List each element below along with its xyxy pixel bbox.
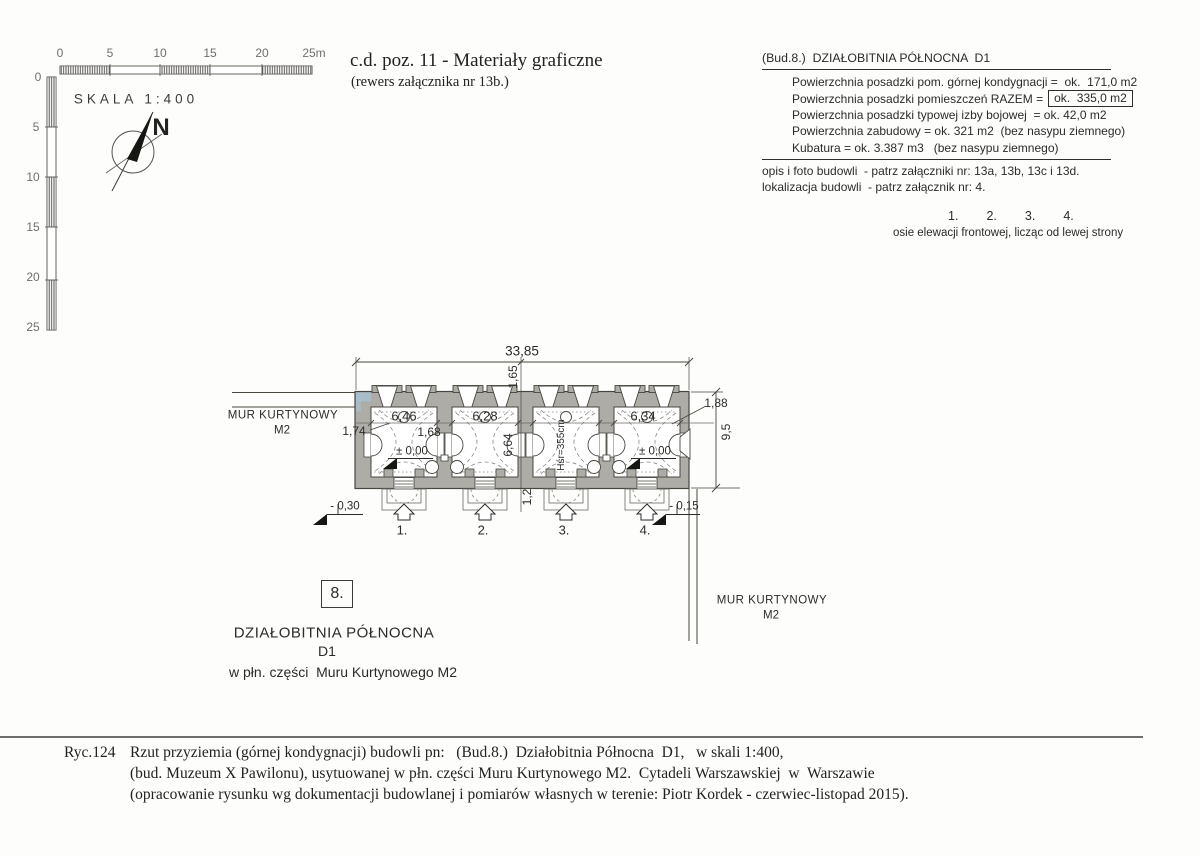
- info-row: Powierzchnia posadzki typowej izby bojowej = ok. 42,0 m2: [792, 108, 1107, 123]
- plan-axis-label: 4.: [639, 522, 651, 538]
- info-row: Kubatura = ok. 3.387 m3 (bez nasypu ziemnego): [792, 140, 1059, 155]
- info-row-label: Powierzchnia posadzki pomieszczeń RAZEM =: [792, 91, 1044, 106]
- dim-664: 6,64: [501, 433, 515, 457]
- curtain-wall-left: [232, 393, 355, 408]
- caption-figure-number: Ryc.124: [64, 744, 116, 761]
- dim-room1: 6,46: [391, 408, 417, 424]
- scale-tick: 15: [26, 220, 40, 234]
- page-title: c.d. poz. 11 - Materiały graficzne: [350, 50, 603, 71]
- room3-height: Hśr=355cm: [556, 419, 567, 471]
- info-box-header: (Bud.8.) DZIAŁOBITNIA PÓŁNOCNA D1: [762, 51, 1111, 70]
- info-note: lokalizacja budowli - patrz załącznik nr: 4.: [762, 180, 986, 195]
- caption-line1: Rzut przyziemia (górnej kondygnacji) budowli pn: (Bud.8.) Działobitnia Północna D1, w skali 1:400,: [130, 744, 784, 761]
- dim-room4: 6,34: [630, 408, 656, 424]
- scale-tick: 20: [26, 270, 40, 284]
- building-location: w płn. części Muru Kurtynowego M2: [229, 664, 457, 680]
- info-row: Powierzchnia zabudowy = ok. 321 m2 (bez nasypu ziemnego): [792, 124, 1126, 139]
- scale-tick: 10: [26, 170, 40, 184]
- scale-tick: 5: [106, 46, 114, 60]
- dim-188: 1,88: [704, 396, 728, 410]
- mur-right-label: MUR KURTYNOWY: [716, 594, 828, 607]
- dim-room2: 6,28: [472, 408, 498, 424]
- building-number: 8.: [330, 585, 344, 602]
- dim-168: 1,68: [417, 425, 441, 439]
- plan-axis-label: 3.: [558, 522, 570, 538]
- scale-tick: 0: [56, 46, 64, 60]
- page-subtitle: (rewers załącznika nr 13b.): [351, 74, 509, 90]
- axes-note-text: osie elewacji frontowej, licząc od lewej strony: [893, 227, 1124, 239]
- axis-number: 1.: [948, 209, 959, 223]
- building-code: D1: [318, 643, 336, 659]
- level-015: - 0,15: [669, 500, 699, 513]
- plan-axis-label: 1.: [396, 522, 408, 538]
- caption-line2: (bud. Muzeum X Pawilonu), usytuowanej w płn. części Muru Kurtynowego M2. Cytadeli Warszawskiej w Warszawie: [130, 765, 875, 782]
- plan-axis-label: 2.: [477, 522, 489, 538]
- dim-174: 1,74: [342, 424, 366, 438]
- dim-165: 1,65: [506, 365, 520, 389]
- dim-total-width: 33,85: [505, 343, 539, 359]
- building-number-box: [321, 580, 353, 608]
- dim-95: 9,5: [719, 423, 733, 441]
- axis-number: 4.: [1063, 209, 1074, 223]
- axis-arrows: [394, 504, 657, 520]
- mur-left-label: MUR KURTYNOWY: [227, 409, 339, 422]
- scale-bar-vertical: [45, 77, 58, 330]
- scale-tick: 15: [203, 46, 217, 60]
- info-box: [762, 51, 1138, 195]
- scale-tick: 0: [34, 70, 42, 84]
- scale-tick: 20: [255, 46, 269, 60]
- scale-tick: 25m: [302, 46, 326, 60]
- level-zero-room4: ± 0,00: [639, 445, 671, 458]
- mur-right-label2: M2: [763, 609, 779, 622]
- scale-tick: 5: [32, 120, 40, 134]
- info-row-boxed-value: ok. 335,0 m2: [1048, 90, 1133, 107]
- north-label: N: [152, 114, 170, 141]
- caption-line3: (opracowanie rysunku wg dokumentacji budowlanej i pomiarów własnych w terenie: Piotr Kordek - czerwiec-listopad 2015).: [130, 786, 909, 803]
- level-zero-room1: ± 0,00: [396, 445, 428, 458]
- scale-label: SKALA 1:400: [73, 91, 199, 107]
- scale-bar-horizontal: [60, 64, 312, 76]
- level-030: - 0,30: [330, 500, 360, 513]
- info-note: opis i foto budowli - patrz załączniki nr: 13a, 13b, 13c i 13d.: [762, 163, 1080, 178]
- axis-number: 2.: [986, 209, 997, 223]
- scale-tick: 10: [153, 46, 167, 60]
- scale-tick: 25: [26, 320, 40, 334]
- info-row: Powierzchnia posadzki pom. górnej kondygnacji = ok. 171,0 m2: [792, 75, 1138, 89]
- axes-note: [893, 209, 1124, 239]
- axis-number: 3.: [1024, 209, 1036, 223]
- building-name: DZIAŁOBITNIA PÓŁNOCNA: [233, 624, 435, 642]
- dim-12: 1,2: [520, 488, 534, 506]
- mur-left-label2: M2: [274, 424, 290, 437]
